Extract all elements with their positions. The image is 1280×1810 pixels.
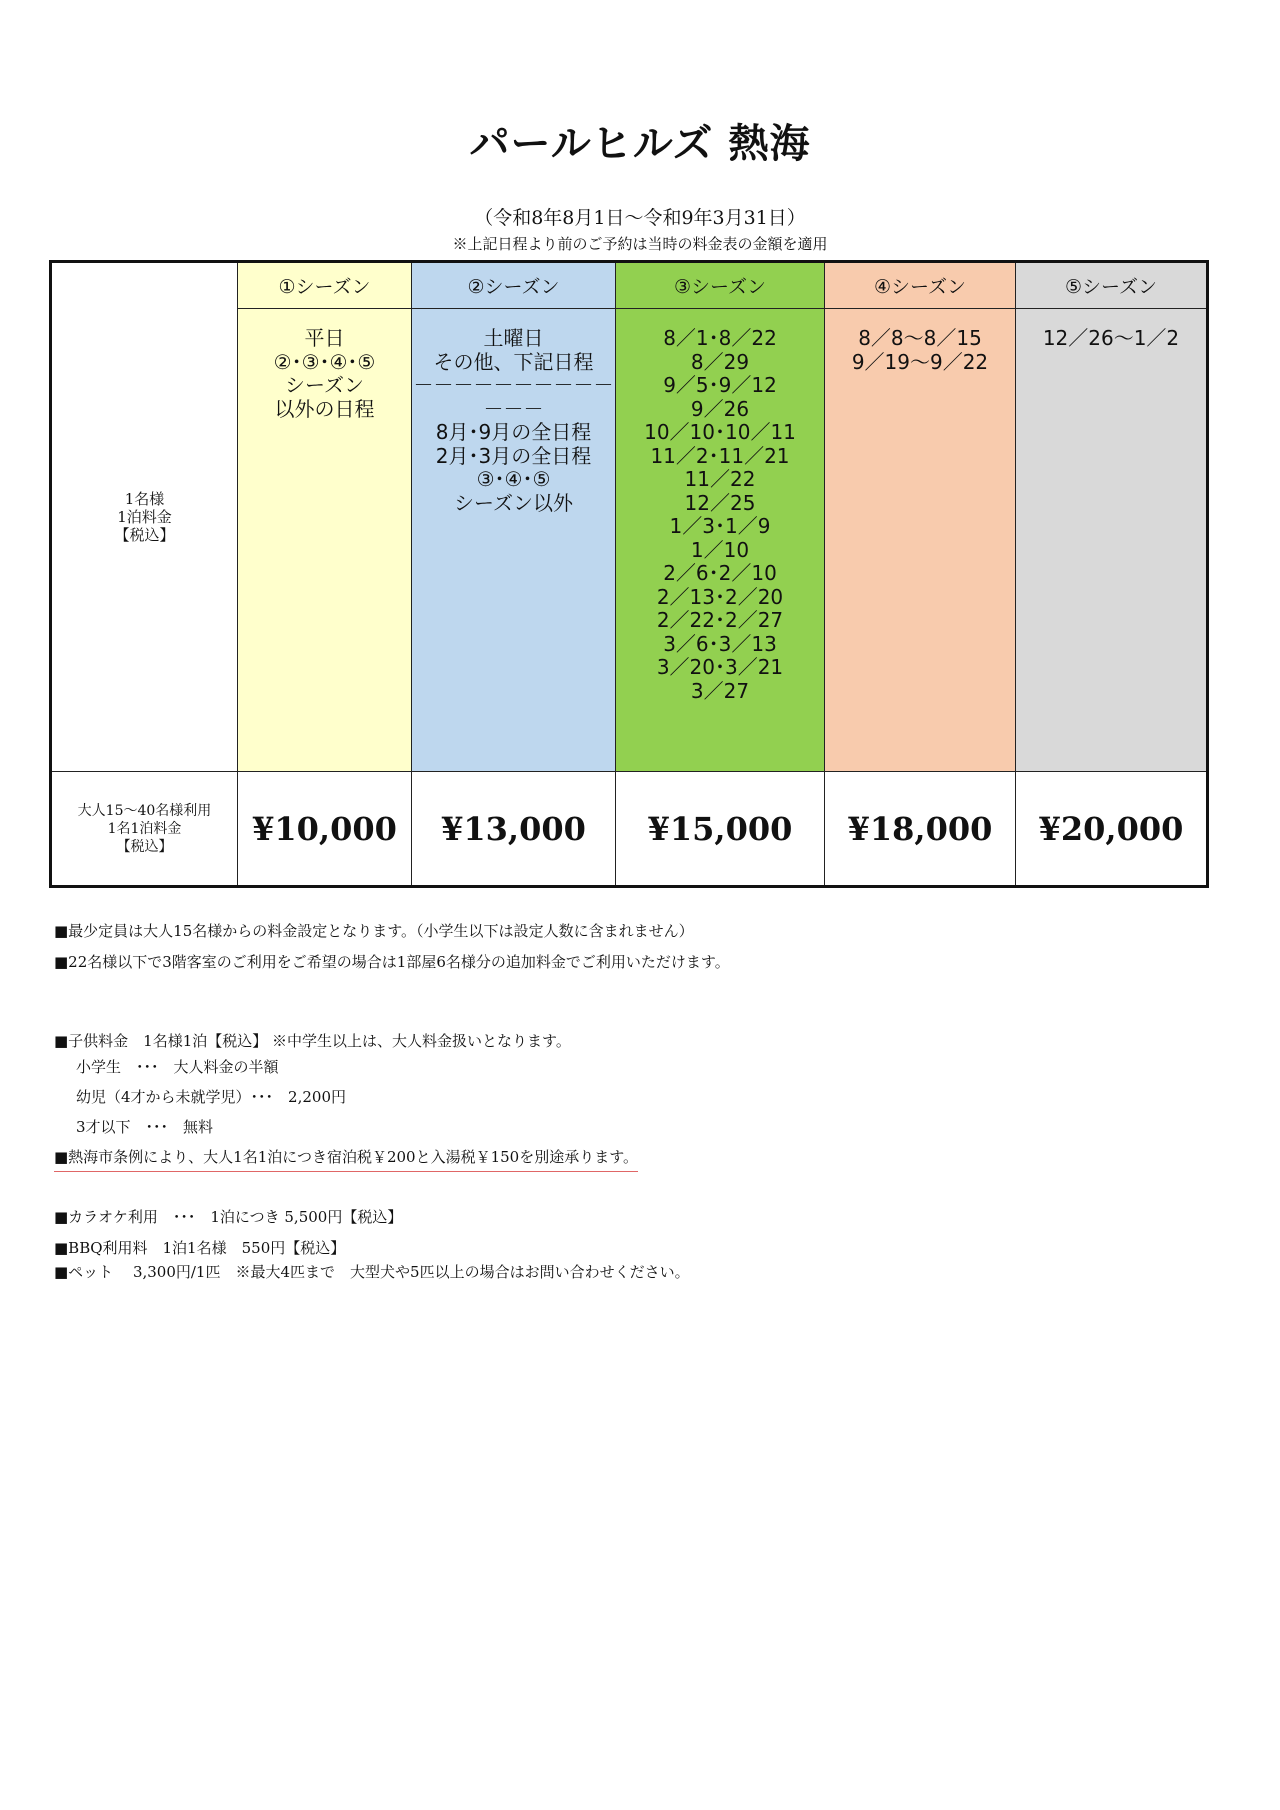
note-third-floor: ■22名様以下で3階客室のご利用をご希望の場合は1部屋6名様分の追加料金でご利用いただけます。 bbox=[54, 953, 730, 971]
season-5-header: ⑤シーズン bbox=[1016, 262, 1208, 309]
season-date-line: 8／1･8／22 bbox=[663, 326, 777, 350]
season-1-price: ¥10,000 bbox=[238, 772, 412, 887]
row-label-line: 大人15～40名様利用 bbox=[77, 802, 212, 819]
season-date-line: 平日 bbox=[304, 326, 345, 350]
season-date-line: 土曜日 bbox=[483, 326, 544, 350]
season-date-line: ②･③･④･⑤ bbox=[273, 349, 376, 374]
season-4-dates bbox=[825, 309, 1016, 772]
price-row bbox=[51, 772, 1208, 887]
season-3-header: ③シーズン bbox=[616, 262, 825, 309]
period-note: ※上記日程より前のご予約は当時の料金表の金額を適用 bbox=[452, 235, 828, 253]
season-date-line: 12／26～1／2 bbox=[1042, 326, 1180, 350]
note-bbq: ■BBQ利用料 1泊1名様 550円【税込】 bbox=[54, 1239, 346, 1257]
season-date-line: 8月･9月の全日程 bbox=[435, 420, 592, 444]
row-label-group-price bbox=[51, 772, 238, 887]
season-date-line: 2／22･2／27 bbox=[656, 608, 784, 632]
season-date-line: 8／29 bbox=[690, 349, 750, 374]
season-2-price: ¥13,000 bbox=[412, 772, 616, 887]
season-date-line: 3／6･3／13 bbox=[663, 631, 777, 656]
season-date-line: 12／25 bbox=[684, 490, 756, 515]
season-1-dates bbox=[238, 309, 412, 772]
note-tax: ■熱海市条例により、大人1名1泊につき宿泊税￥200と入湯税￥150を別途承ります。 bbox=[54, 1146, 638, 1172]
season-date-line: 3／27 bbox=[690, 678, 750, 703]
season-date-line: ③･④･⑤ bbox=[476, 467, 551, 491]
row-label-line: 【税込】 bbox=[116, 838, 173, 855]
season-date-line: 1／3･1／9 bbox=[669, 514, 771, 538]
row-label-per-night bbox=[51, 262, 238, 772]
season-4-header: ④シーズン bbox=[825, 262, 1016, 309]
row-label-line: 1泊料金 bbox=[117, 508, 172, 526]
season-4-price: ¥18,000 bbox=[825, 772, 1016, 887]
validity-period: （令和8年8月1日～令和9年3月31日） bbox=[474, 207, 806, 229]
season-date-line: 以外の日程 bbox=[274, 396, 375, 421]
row-label-line: 1名1泊料金 bbox=[107, 820, 182, 837]
season-date-line: 2／6･2／10 bbox=[663, 561, 777, 585]
note-child-under3: 3才以下 ･･･ 無料 bbox=[76, 1118, 214, 1136]
season-2-header: ②シーズン bbox=[412, 262, 616, 309]
season-date-line: 11／22 bbox=[684, 467, 756, 491]
season-date-line: 2／13･2／20 bbox=[656, 584, 784, 609]
rate-table bbox=[49, 260, 1209, 888]
season-date-line: 9／26 bbox=[690, 396, 750, 421]
season-date-line: その他、下記日程 bbox=[433, 349, 594, 374]
season-2-dates bbox=[412, 309, 616, 772]
note-child-infant: 幼児（4才から未就学児）･･･ 2,200円 bbox=[76, 1088, 346, 1106]
season-date-line: 3／20･3／21 bbox=[656, 655, 784, 679]
season-date-line: 9／19～9／22 bbox=[851, 349, 989, 374]
season-date-line: 11／2･11／21 bbox=[650, 443, 790, 468]
season-date-line: 1／10 bbox=[690, 537, 750, 562]
season-date-line: 8／8～8／15 bbox=[858, 326, 982, 350]
note-child-elementary: 小学生 ･･･ 大人料金の半額 bbox=[76, 1058, 279, 1076]
season-3-dates bbox=[616, 309, 825, 772]
season-date-line: シーズン bbox=[285, 373, 364, 397]
season-date-line: シーズン以外 bbox=[454, 490, 573, 515]
season-date-line: 9／5･9／12 bbox=[663, 373, 777, 397]
season-5-price: ¥20,000 bbox=[1016, 772, 1208, 887]
season-header-row bbox=[51, 262, 1208, 309]
season-5-dates bbox=[1016, 309, 1208, 772]
season-date-line: 2月･3月の全日程 bbox=[435, 443, 592, 468]
page-title: パールヒルズ 熱海 bbox=[469, 121, 811, 167]
season-3-price: ¥15,000 bbox=[616, 772, 825, 887]
note-child-header: ■子供料金 1名様1泊【税込】 ※中学生以上は、大人料金扱いとなります。 bbox=[54, 1032, 571, 1050]
note-min-guests: ■最少定員は大人15名様からの料金設定となります。（小学生以下は設定人数に含まれません） bbox=[54, 922, 694, 940]
season-date-line: 10／10･10／11 bbox=[644, 420, 796, 444]
row-label-line: 1名様 bbox=[124, 490, 165, 508]
row-label-line: 【税込】 bbox=[114, 526, 175, 544]
season-1-header: ①シーズン bbox=[238, 262, 412, 309]
season-date-line: －－－－－－－－－－－－－ bbox=[413, 373, 614, 421]
note-pet: ■ペット 3,300円/1匹 ※最大4匹まで 大型犬や5匹以上の場合はお問い合わせください。 bbox=[54, 1263, 690, 1281]
note-karaoke: ■カラオケ利用 ･･･ 1泊につき 5,500円【税込】 bbox=[54, 1208, 403, 1226]
